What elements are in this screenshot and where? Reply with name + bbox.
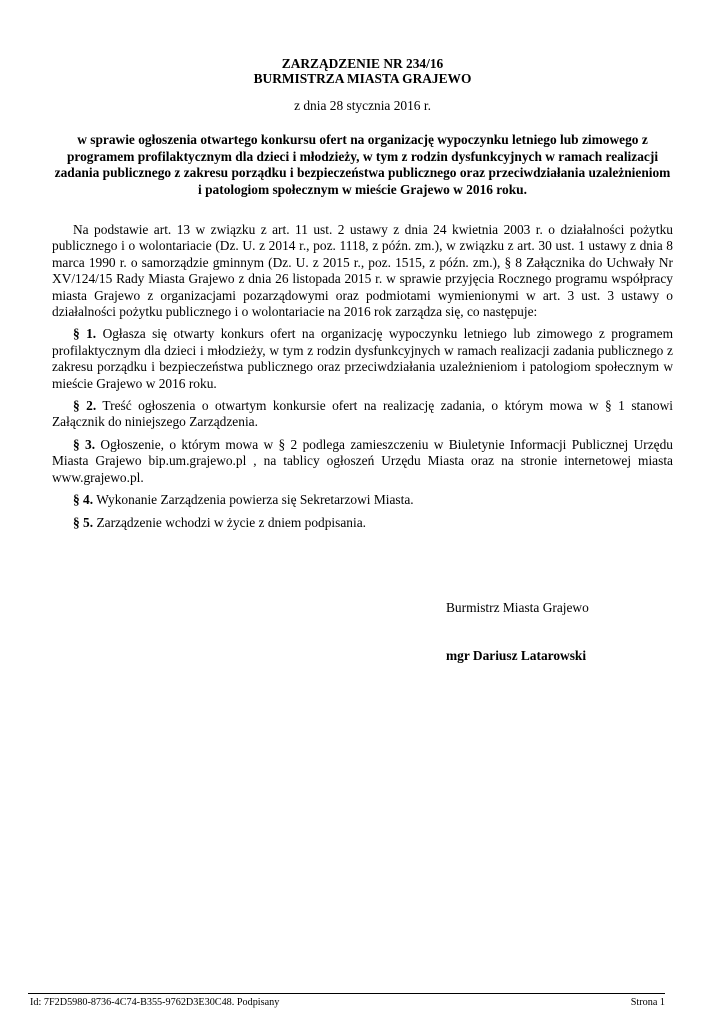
document-id: Id: 7F2D5980-8736-4C74-B355-9762D3E30C48. Podpisany [30, 997, 280, 1008]
paragraph-number: § 4. [73, 492, 94, 508]
paragraph-number: § 1. [73, 326, 97, 342]
paragraph-2 [52, 398, 673, 431]
subject-line-4: i patologiom społecznym w mieście Grajewo w 2016 roku. [198, 181, 527, 197]
preamble: Na podstawie art. 13 w związku z art. 11 ust. 2 ustawy z dnia 24 kwietnia 2003 r. o działalności pożytku publicznego i o wolontariacie (Dz. U. z 2014 r., poz. 1118, z późn. zm.), w związku z art. 30 ust. 1 ustawy z dnia 8 marca 1990 r. o samorządzie gminnym (Dz. U. z 2015 r., poz. 1515, z późn. zm.), § 8 Załącznika do Uchwały Nr XV/124/15 Rady Miasta Grajewo z dnia 26 listopada 2015 r. w sprawie przyjęcia Rocznego programu współpracy miasta Grajewo z organizacjami pozarządowymi oraz podmiotami wymienionymi w art. 3 ust. 3 ustawy o działalności pożytku publicznego i o wolontariacie na 2016 rok zarządza się, co następuje: [52, 222, 673, 320]
subject-line-3: zadania publicznego z zakresu porządku i bezpieczeństwa publicznego oraz przeciwdziałania uzależnieniom [54, 165, 671, 180]
signature-role: Burmistrz Miasta Grajewo [446, 600, 589, 615]
title-line-2: BURMISTRZA MIASTA GRAJEWO [253, 71, 472, 86]
paragraph-number: § 3. [73, 436, 96, 452]
paragraph-4 [52, 492, 673, 508]
subject-line-2: programem profilaktycznym dla dzieci i młodzieży, w tym z rodzin dysfunkcyjnych w ramach realizacji [66, 148, 659, 164]
paragraph-number: § 5. [73, 514, 94, 530]
paragraph-text: Ogłasza się otwarty konkurs ofert na organizację wypoczynku letniego lub zimowego z programem profilaktycznym dla dzieci i młodzieży, w tym z rodzin dysfunkcyjnych w ramach realizacji zadania publicznego z zakresu porządku i bezpieczeństwa publicznego oraz przeciwdziałania uzależnieniom i patologiom społecznym w mieście Grajewo w 2016 roku. [52, 326, 673, 391]
document-title [40, 56, 685, 86]
document-body [52, 222, 673, 537]
paragraph-text: Treść ogłoszenia o otwartym konkursie ofert na realizację zadania, o którym mowa w § 1 stanowi Załącznik do niniejszego Zarządzenia. [52, 398, 673, 430]
document-date: z dnia 28 stycznia 2016 r. [294, 98, 431, 113]
paragraph-text: Wykonanie Zarządzenia powierza się Sekretarzowi Miasta. [93, 492, 414, 508]
page-number: Strona 1 [630, 997, 665, 1008]
paragraph-5 [52, 515, 673, 531]
paragraph-text: Zarządzenie wchodzi w życie z dniem podpisania. [93, 514, 366, 530]
paragraph-text: Ogłoszenie, o którym mowa w § 2 podlega zamieszczeniu w Biuletynie Informacji Publicznej Urzędu Miasta Grajewo bip.um.grajewo.pl , na tablicy ogłoszeń Urzędu Miasta oraz na stronie internetowej miasta www.grajewo.pl. [52, 436, 673, 485]
signature-name: mgr Dariusz Latarowski [446, 648, 587, 663]
paragraph-3 [52, 437, 673, 486]
footer-divider [28, 993, 665, 994]
paragraph-number: § 2. [73, 398, 97, 414]
title-line-1: ZARZĄDZENIE NR 234/16 [281, 56, 444, 71]
subject-line-1: w sprawie ogłoszenia otwartego konkursu ofert na organizację wypoczynku letniego lub zimowego z [77, 132, 648, 147]
document-subject [40, 132, 685, 198]
paragraph-1 [52, 326, 673, 392]
